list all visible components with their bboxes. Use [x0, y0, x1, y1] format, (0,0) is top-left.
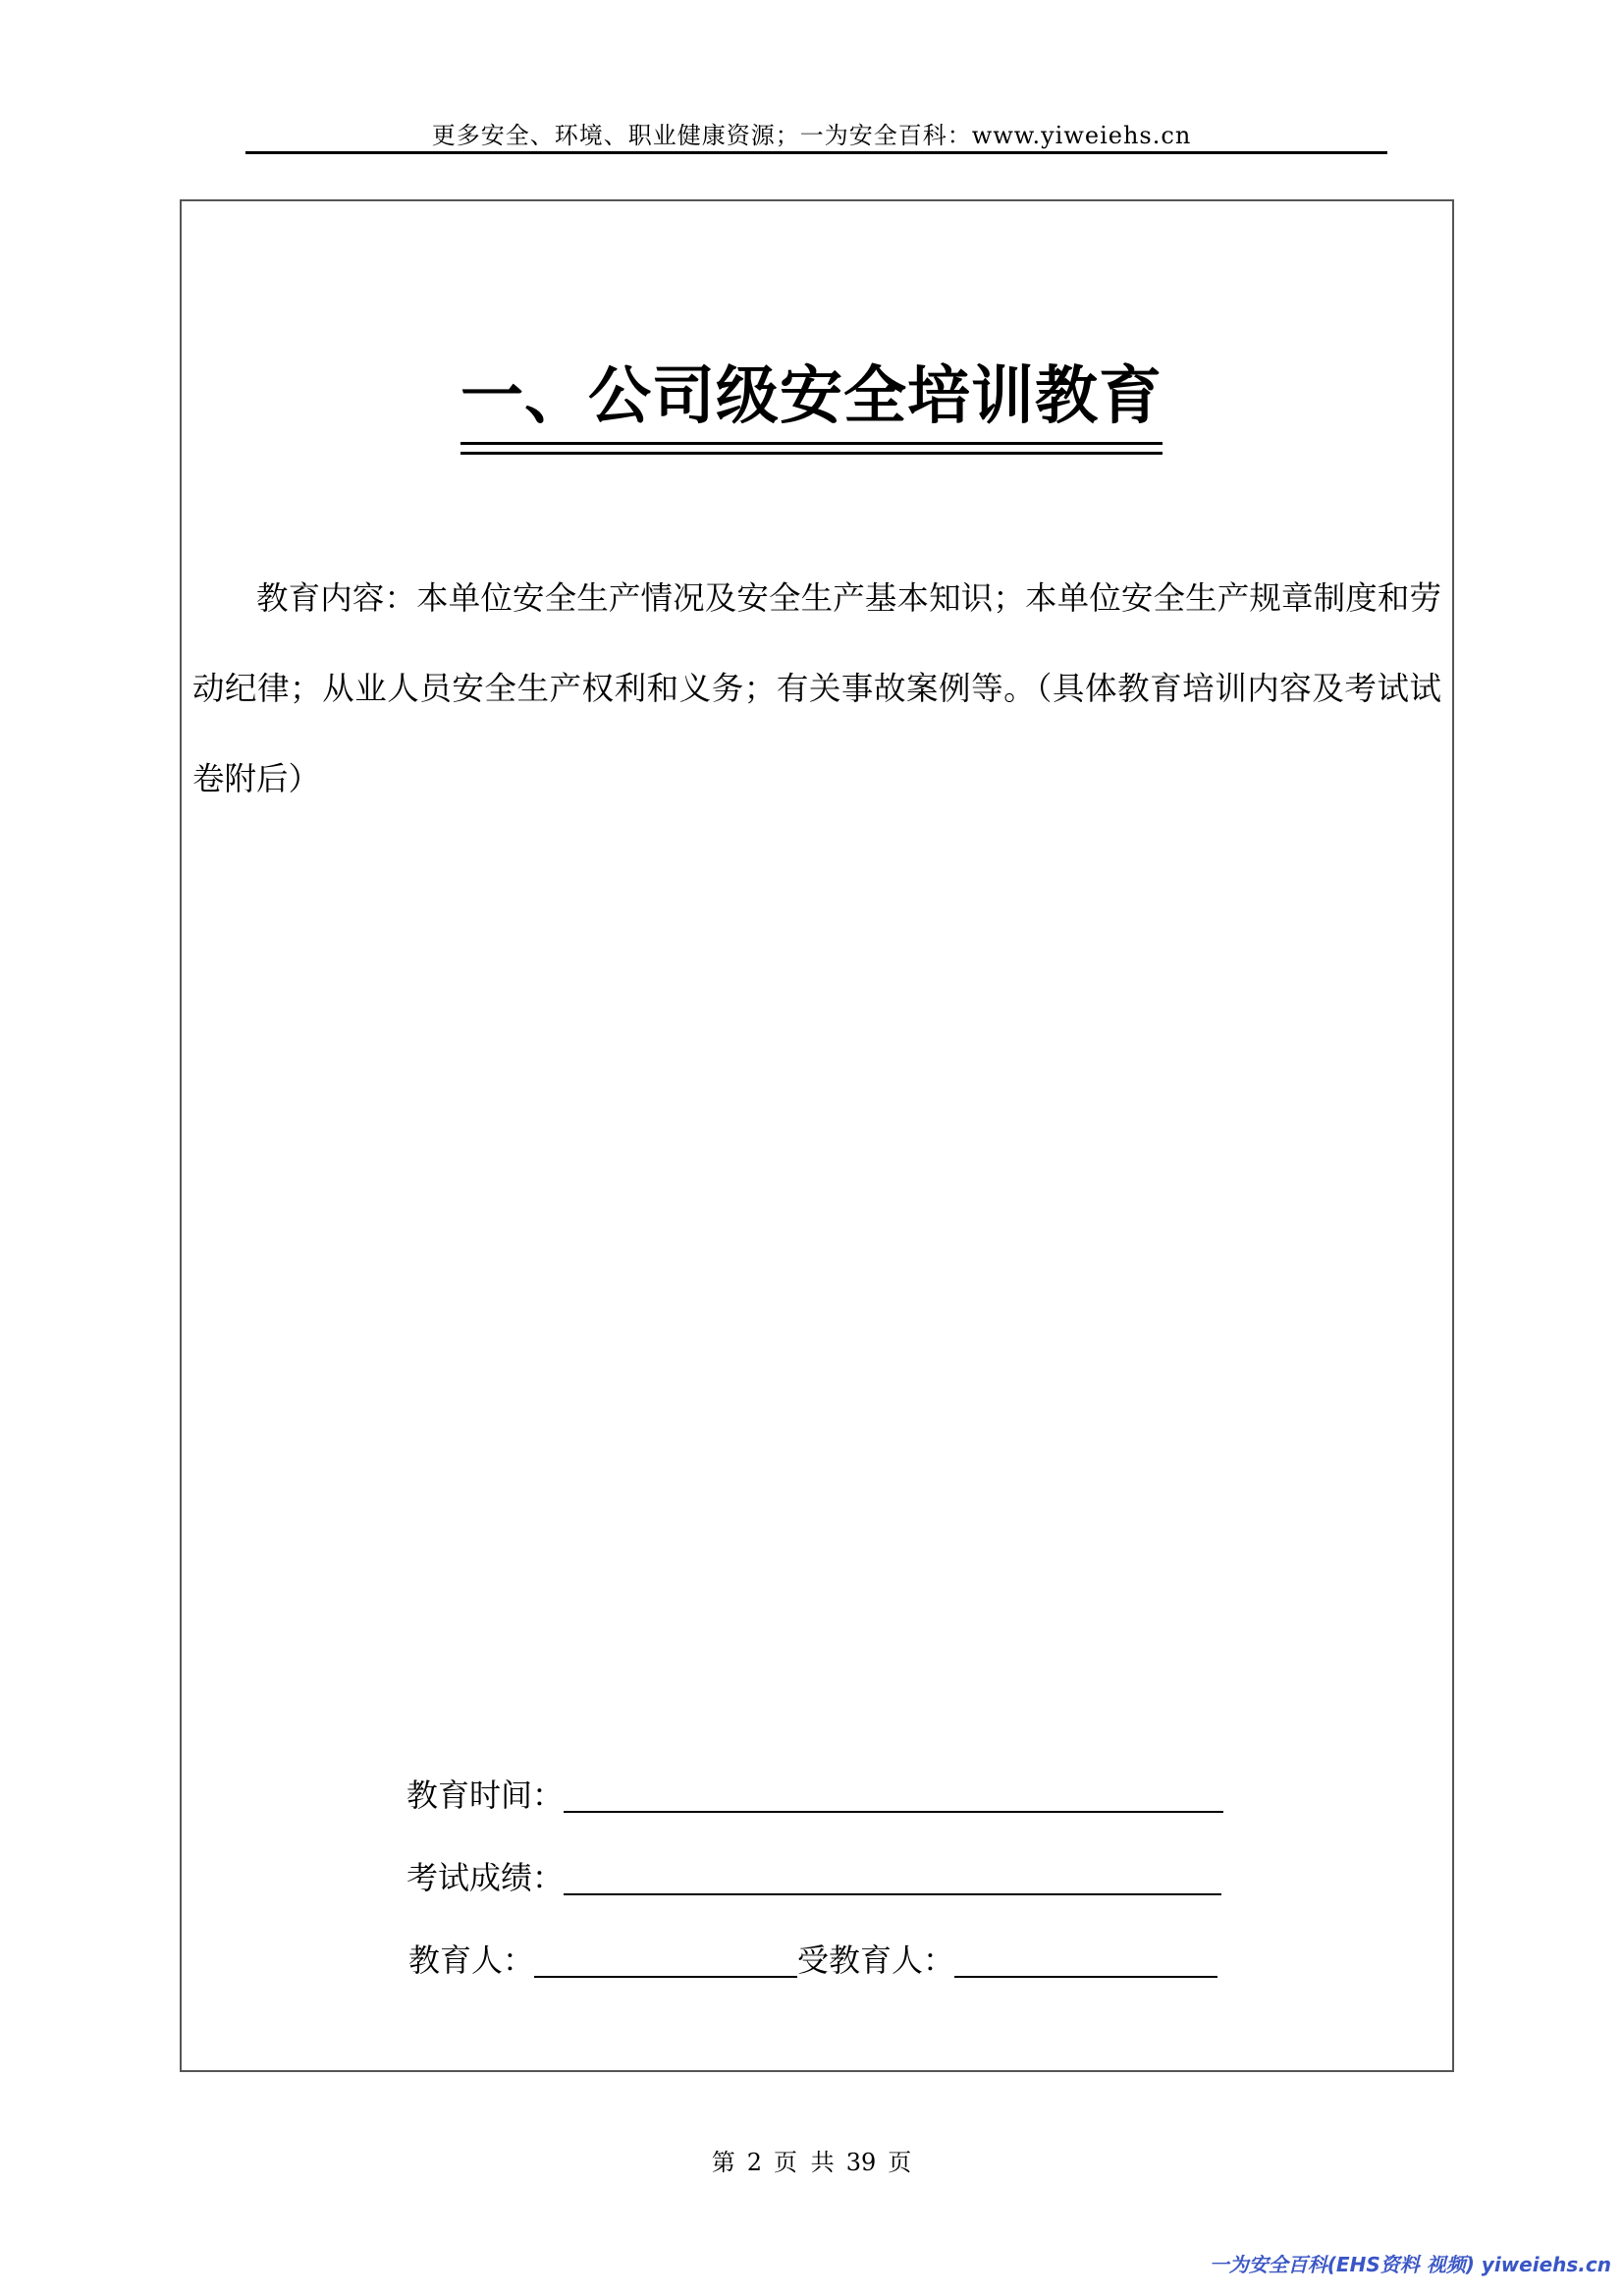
signatures-row: [408, 1937, 1217, 1984]
education-time-row: [406, 1772, 1223, 1819]
page-total: 39: [845, 2149, 877, 2176]
exam-score-label: 考试成绩：: [406, 1859, 565, 1896]
trainee-label: 受教育人：: [797, 1941, 955, 1979]
watermark-text: 一为安全百科(EHS资料 视频) yiweiehs.cn: [1209, 2253, 1611, 2276]
page-number: 2: [746, 2149, 763, 2176]
education-content-paragraph: 教育内容：本单位安全生产情况及安全生产基本知识；本单位安全生产规章制度和劳动纪律；从业人员安全生产权利和义务；有关事故案例等。（具体教育培训内容及考试试卷附后）: [192, 579, 1441, 797]
education-time-label: 教育时间：: [406, 1777, 565, 1814]
header-rule: [245, 151, 1387, 154]
education-time-field[interactable]: [564, 1774, 1223, 1813]
page-header-text: 更多安全、环境、职业健康资源；一为安全百科：www.yiweiehs.cn: [431, 122, 1192, 149]
trainee-field[interactable]: [954, 1939, 1217, 1978]
educator-label: 教育人：: [408, 1941, 535, 1979]
page-number-footer: [0, 2143, 1623, 2177]
page-suffix: 页: [888, 2149, 912, 2176]
document-title: 一、公司级安全培训教育: [460, 355, 1163, 445]
educator-field[interactable]: [534, 1939, 797, 1978]
exam-score-row: [406, 1854, 1221, 1901]
title-container: [0, 355, 1623, 445]
exam-score-field[interactable]: [564, 1856, 1221, 1895]
page-mid: 页 共: [774, 2149, 835, 2176]
page-prefix: 第: [711, 2149, 735, 2176]
